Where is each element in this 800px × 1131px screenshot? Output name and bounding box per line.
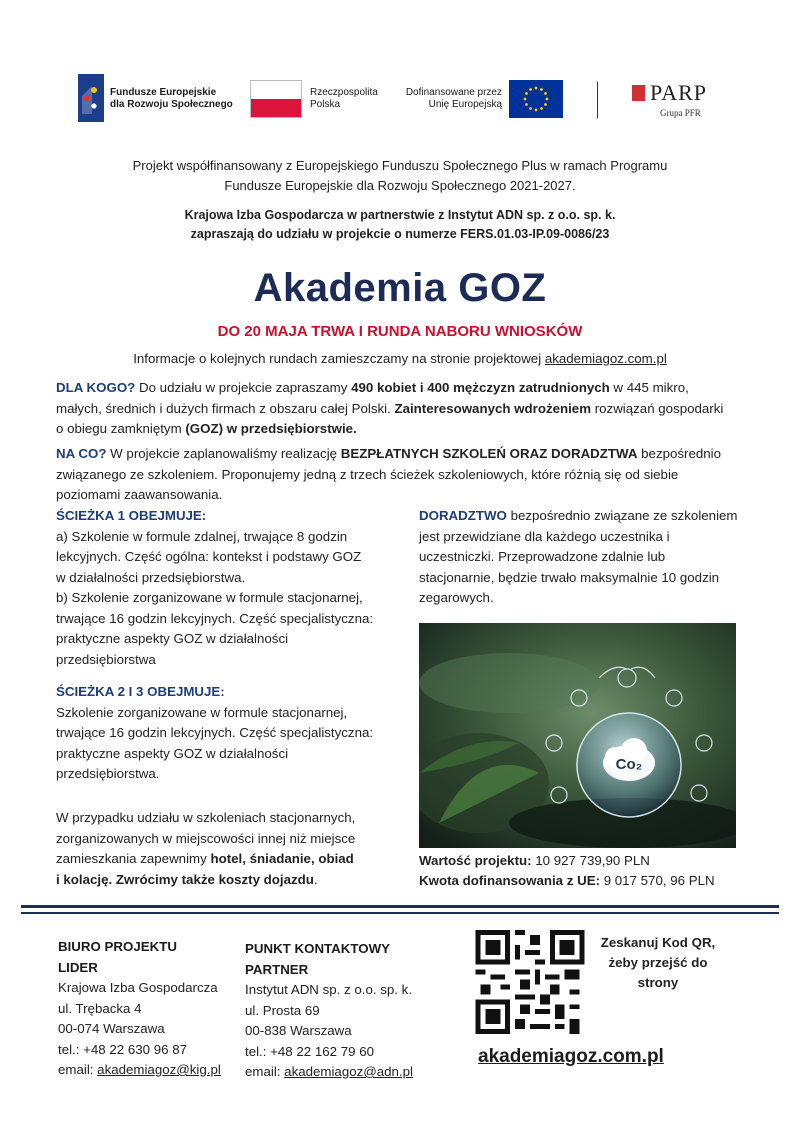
co2-label: Co₂ [615,756,643,773]
kig-email-link[interactable]: akademiagoz@kig.pl [97,1062,221,1077]
consulting-paragraph: DORADZTWO bezpośrednio związane ze szkoleniem jest przewidziane dla każdego uczestnika i uczestniczki. Przeprowadzone zdalnie lub stacjonarnie, będzie trwało maksymalnie 10 godzin zegarowych. [419,508,738,605]
eu-logo-text: Dofinansowane przez Unię Europejską [405,87,502,110]
path-1-heading: ŚCIEŻKA 1 OBEJMUJE: [56,508,207,523]
fe-logo-text: Fundusze Europejskie dla Rozwoju Społecznego [110,87,233,110]
polish-flag-icon [250,80,302,118]
adn-email-link[interactable]: akademiagoz@adn.pl [284,1064,413,1079]
contact-point-block: PUNKT KONTAKTOWY PARTNER Instytut ADN sp. z o.o. sp. k. ul. Prosta 69 00-838 Warszawa tel.: +48 22 162 79 60 email: akademiagoz@adn.pl [245,941,413,1079]
eu-flag-icon [509,80,563,118]
recruitment-banner: DO 20 MAJA TRWA I RUNDA NABORU WNIOSKÓW [217,323,583,340]
website-url-link[interactable]: akademiagoz.com.pl [478,1046,664,1067]
offer-paragraph: NA CO? W projekcie zaplanowaliśmy realizację BEZPŁATNYCH SZKOLEŃ ORAZ DORADZTWA bezpośrednio związanego ze szkoleniem. Proponujemy jedną z trzech ścieżek szkoleniowych, które różnią się od siebie poziomami zaawansowania. [56,446,721,502]
logo-divider [597,82,598,118]
qr-instruction: Zeskanuj Kod QR, żeby przejść do strony [600,935,716,990]
rp-logo-text: Rzeczpospolita Polska [310,87,378,110]
path-2-3-heading: ŚCIEŻKA 2 I 3 OBEJMUJE: [56,684,225,699]
project-value-block: Wartość projektu: 10 927 739,90 PLN Kwota dofinansowania z UE: 9 017 570, 96 PLN [419,853,715,888]
co2-illustration [419,623,736,848]
project-website-link[interactable]: akademiagoz.com.pl [544,351,667,366]
path-1-section: ŚCIEŻKA 1 OBEJMUJE: a) Szkolenie w formule zdalnej, trwające 8 godzin lekcyjnych. Część ogólna: kontekst i podstawy GOZ w działalności przedsiębiorstwa. b) Szkolenie zorganizowane w formule stacjonarnej, trwające 16 godzin lekcyjnych. Część specjalistyczna: praktyczne aspekty GOZ w działalności przedsiębiorstwa [56,506,396,670]
footer-divider-bottom [21,912,779,914]
info-line: Informacje o kolejnych rundach zamieszczamy na stronie projektowej akademiagoz.com.pl [133,351,667,366]
qr-code-icon[interactable] [475,930,585,1034]
parp-subtitle: Grupa PFR [660,108,701,118]
benefits-paragraph: W przypadku udziału w szkoleniach stacjonarnych, zorganizowanych w miejscowości innej niż miejsce zamieszkania zapewnimy hotel, śniadanie, obiad i kolację. Zwrócimy także koszty dojazdu. [56,810,356,887]
project-office-block: BIURO PROJEKTU LIDER Krajowa Izba Gospodarcza ul. Trębacka 4 00-074 Warszawa tel.: +48 22 630 96 87 email: akademiagoz@kig.pl [58,939,221,1077]
page-title: Akademia GOZ [253,266,547,310]
target-group-paragraph: DLA KOGO? Do udziału w projekcie zapraszamy 490 kobiet i 400 mężczyzn zatrudnionych w 445 mikro, małych, średnich i dużych firmach z obszaru całej Polski. Zainteresowanych wdrożeniem rozwiązań gospodarki o obiegu zamkniętym (GOZ) w przedsiębiorstwie. [56,380,724,436]
parp-logo: PARP [632,80,707,106]
intro-text: Projekt współfinansowany z Europejskiego Funduszu Społecznego Plus w ramach Programu Fundusze Europejskie dla Rozwoju Społecznego 2021-2027. [132,158,668,193]
footer-divider-top [21,905,779,908]
fe-logo-icon [78,74,104,122]
partner-text: Krajowa Izba Gospodarcza w partnerstwie z Instytut ADN sp. z o.o. sp. k. zapraszają do udziału w projekcie o numerze FERS.01.03-IP.09-0086/23 [184,208,616,241]
path-2-3-section: ŚCIEŻKA 2 I 3 OBEJMUJE: Szkolenie zorganizowane w formule stacjonarnej, trwające 16 godzin lekcyjnych. Część specjalistyczna: praktyczne aspekty GOZ w działalności przedsiębiorstwa. [56,682,396,785]
parp-mark-icon [632,85,645,101]
